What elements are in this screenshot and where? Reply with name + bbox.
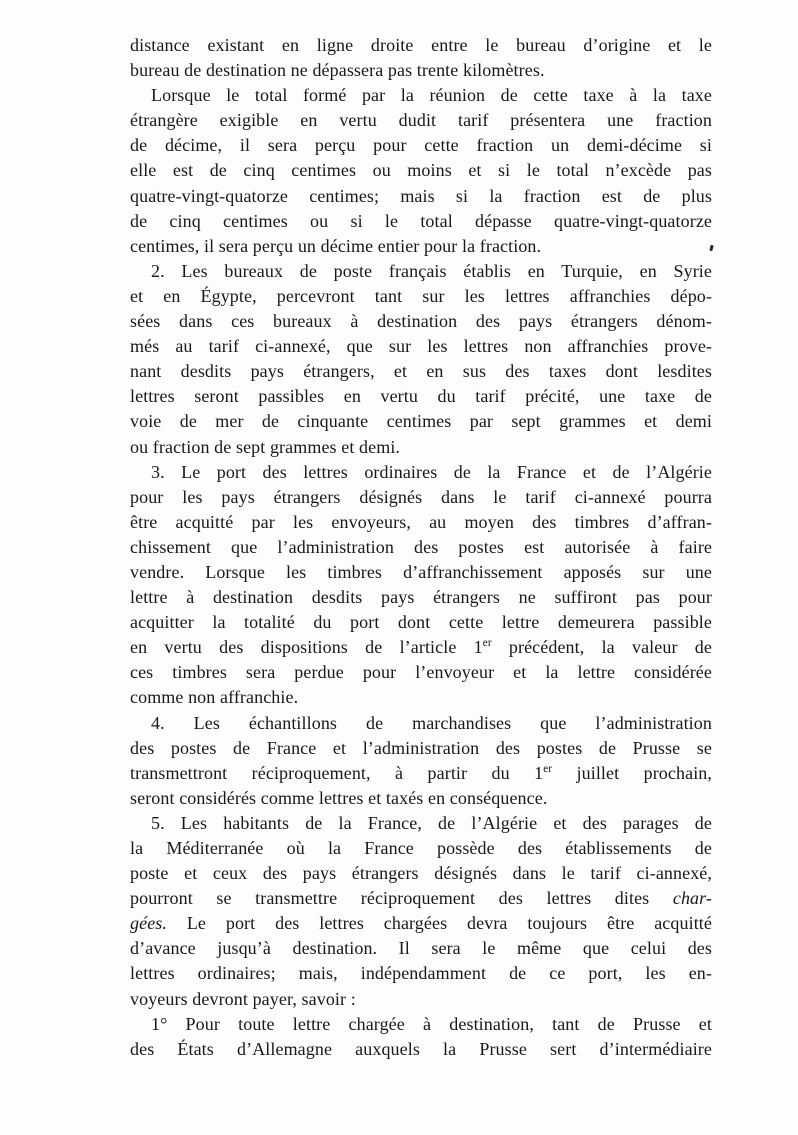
text-line: [130, 1037, 712, 1062]
text-line: [130, 83, 712, 108]
text-line: [130, 635, 712, 660]
paragraph: [130, 83, 712, 259]
text-line: [130, 133, 712, 158]
paragraph: [130, 460, 712, 711]
text-segment: des postes de France et l’administration des postes de Prusse se: [130, 737, 712, 758]
text-segment: sées dans ces bureaux à destination des pays étrangers dénom-: [130, 311, 712, 332]
text-segment: comme non affranchie.: [130, 687, 299, 708]
text-line: [130, 234, 712, 259]
ink-speck: [709, 245, 713, 252]
text-segment: en vertu des dispositions de l’article 1: [130, 637, 483, 658]
text-line: [130, 660, 712, 685]
text-segment: 1° Pour toute lettre chargée à destination, tant de Prusse et: [151, 1013, 712, 1034]
text-line: [130, 334, 712, 359]
text-line: [130, 811, 712, 836]
text-segment: étrangère exigible en vertu dudit tarif présentera une fraction: [130, 110, 712, 131]
text-line: [130, 460, 712, 485]
text-segment: d’avance jusqu’à destination. Il sera le même que celui des: [130, 938, 712, 959]
text-line: [130, 585, 712, 610]
text-line: [130, 435, 712, 460]
text-line: [130, 33, 712, 58]
text-line: [130, 510, 712, 535]
paragraph: [130, 33, 712, 83]
text-line: [130, 786, 712, 811]
text-segment: transmettront réciproquement, à partir du 1: [130, 762, 544, 783]
text-segment: chissement que l’administration des postes est autorisée à faire: [130, 536, 712, 557]
text-segment: més au tarif ci-annexé, que sur les lettres non affranchies prove-: [130, 336, 712, 357]
text-segment: pour les pays étrangers désignés dans le tarif ci-annexé pourra: [130, 486, 712, 507]
paragraph: [130, 711, 712, 811]
text-line: [130, 761, 712, 786]
text-line: [130, 184, 712, 209]
text-segment: 4. Les échantillons de marchandises que l’administration: [151, 712, 712, 733]
text-line: [130, 409, 712, 434]
text-line: [130, 987, 712, 1012]
text-segment: ou fraction de sept grammes et demi.: [130, 436, 401, 457]
text-segment: voie de mer de cinquante centimes par sept grammes et demi: [130, 411, 712, 432]
text-segment: seront considérés comme lettres et taxés en conséquence.: [130, 787, 548, 808]
text-segment: de décime, il sera perçu pour cette fraction un demi-décime si: [130, 135, 712, 156]
text-line: [130, 359, 712, 384]
text-line: [130, 158, 712, 183]
text-segment: lettres ordinaires; mais, indépendamment de ce port, les en-: [130, 963, 712, 984]
text-line: [130, 284, 712, 309]
text-segment: distance existant en ligne droite entre le bureau d’origine et le: [130, 35, 712, 55]
text-line: [130, 711, 712, 736]
text-line: [130, 961, 712, 986]
text-segment: elle est de cinq centimes ou moins et si le total n’excède pas: [130, 160, 712, 181]
text-segment: bureau de destination ne dépassera pas trente kilomètres.: [130, 60, 545, 81]
text-line: [130, 861, 712, 886]
text-line: [130, 836, 712, 861]
text-segment: poste et ceux des pays étrangers désignés dans le tarif ci-annexé,: [130, 863, 712, 884]
text-segment: centimes, il sera perçu un décime entier pour la fraction.: [130, 235, 542, 256]
paragraph: [130, 259, 712, 460]
text-segment: 5. Les habitants de la France, de l’Algérie et des parages de: [151, 812, 712, 833]
text-segment: Lorsque le total formé par la réunion de cette taxe à la taxe: [151, 85, 712, 106]
text-segment: vendre. Lorsque les timbres d’affranchissement apposés sur une: [130, 561, 712, 582]
superscript-text: er: [543, 762, 553, 775]
text-segment: 2. Les bureaux de poste français établis en Turquie, en Syrie: [151, 260, 712, 281]
text-line: [130, 685, 712, 710]
text-segment: et en Égypte, percevront tant sur les lettres affranchies dépo-: [130, 285, 712, 306]
text-line: [130, 259, 712, 284]
text-segment: acquitter la totalité du port dont cette lettre demeurera passible: [130, 612, 712, 633]
text-segment: la Méditerranée où la France possède des établissements de: [130, 838, 712, 858]
text-line: [130, 1012, 712, 1037]
paragraph: [130, 1012, 712, 1062]
italic-text: gées.: [130, 913, 167, 934]
text-line: [130, 485, 712, 510]
text-line: [130, 610, 712, 635]
text-segment: quatre-vingt-quatorze centimes; mais si la fraction est de plus: [130, 185, 712, 206]
text-segment: précédent, la valeur de: [491, 637, 712, 658]
italic-text: char-: [672, 888, 712, 909]
text-segment: lettre à destination desdits pays étrangers ne suffiront pas pour: [130, 587, 712, 608]
text-line: [130, 309, 712, 334]
text-segment: lettres seront passibles en vertu du tarif précité, une taxe de: [130, 386, 712, 407]
text-line: [130, 560, 712, 585]
text-segment: des États d’Allemagne auxquels la Prusse sert d’intermédiaire: [130, 1038, 712, 1059]
text-line: [130, 58, 712, 83]
text-segment: de cinq centimes ou si le total dépasse quatre-vingt-quatorze: [130, 210, 712, 231]
text-block: [130, 33, 712, 1062]
text-line: [130, 736, 712, 761]
paragraph: [130, 811, 712, 1012]
text-line: [130, 535, 712, 560]
text-segment: Le port des lettres chargées devra toujours être acquitté: [166, 913, 712, 934]
text-line: [130, 108, 712, 133]
text-segment: nant desdits pays étrangers, et en sus des taxes dont lesdites: [130, 361, 712, 382]
text-line: [130, 384, 712, 409]
superscript-text: er: [482, 637, 492, 650]
text-line: [130, 936, 712, 961]
text-segment: ces timbres sera perdue pour l’envoyeur et la lettre considérée: [130, 662, 712, 683]
text-segment: juillet prochain,: [552, 762, 712, 783]
text-line: [130, 209, 712, 234]
text-line: [130, 886, 712, 911]
text-segment: pourront se transmettre réciproquement des lettres dites: [130, 888, 673, 909]
text-segment: 3. Le port des lettres ordinaires de la France et de l’Algérie: [151, 461, 712, 482]
text-segment: être acquitté par les envoyeurs, au moyen des timbres d’affran-: [130, 511, 712, 532]
text-line: [130, 911, 712, 936]
text-segment: voyeurs devront payer, savoir :: [130, 988, 356, 1009]
